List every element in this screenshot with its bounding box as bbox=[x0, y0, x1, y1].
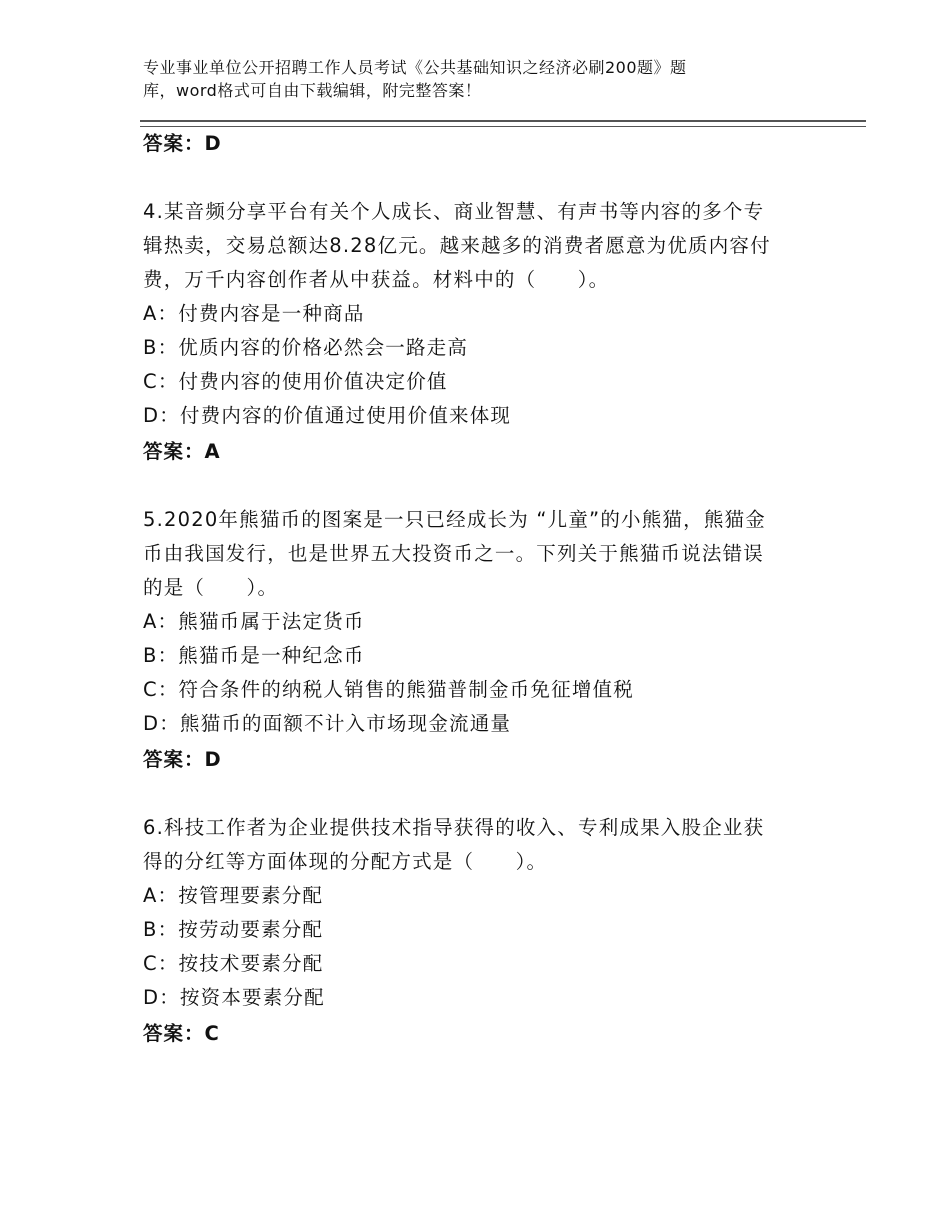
q5-option-b: B：熊猫币是一种纪念币 bbox=[143, 644, 365, 667]
q6-option-a: A：按管理要素分配 bbox=[143, 884, 324, 907]
document-header bbox=[143, 56, 783, 102]
q5-stem-line-3: 的是（ ）。 bbox=[143, 576, 279, 599]
q6-option-b: B：按劳动要素分配 bbox=[143, 918, 324, 941]
answer-prev: 答案：D bbox=[143, 132, 222, 155]
q4-stem-line-3: 费，万千内容创作者从中获益。材料中的（ ）。 bbox=[143, 268, 610, 291]
q6-option-d: D：按资本要素分配 bbox=[143, 986, 325, 1009]
q6-stem-line-1: 6.科技工作者为企业提供技术指导获得的收入、专利成果入股企业获 bbox=[143, 816, 765, 839]
q5-stem-line-2: 币由我国发行，也是世界五大投资币之一。下列关于熊猫币说法错误 bbox=[143, 542, 765, 565]
header-line-2: 库，word格式可自由下载编辑，附完整答案！ bbox=[143, 81, 482, 100]
header-divider bbox=[140, 120, 866, 127]
q4-stem-line-1: 4.某音频分享平台有关个人成长、商业智慧、有声书等内容的多个专 bbox=[143, 200, 765, 223]
q6-option-c: C：按技术要素分配 bbox=[143, 952, 324, 975]
q4-option-c: C：付费内容的使用价值决定价值 bbox=[143, 370, 448, 393]
q5-option-d: D：熊猫币的面额不计入市场现金流通量 bbox=[143, 712, 512, 735]
q5-option-a: A：熊猫币属于法定货币 bbox=[143, 610, 365, 633]
q6-stem-line-2: 得的分红等方面体现的分配方式是（ ）。 bbox=[143, 850, 548, 873]
q6-answer: 答案：C bbox=[143, 1022, 220, 1045]
q4-option-d: D：付费内容的价值通过使用价值来体现 bbox=[143, 404, 512, 427]
q4-stem-line-2: 辑热卖，交易总额达8.28亿元。越来越多的消费者愿意为优质内容付 bbox=[143, 234, 771, 257]
q5-stem-line-1: 5.2020年熊猫币的图案是一只已经成长为 “儿童”的小熊猫，熊猫金 bbox=[143, 508, 766, 531]
q5-option-c: C：符合条件的纳税人销售的熊猫普制金币免征增值税 bbox=[143, 678, 634, 701]
q4-answer: 答案：A bbox=[143, 440, 221, 463]
q4-option-b: B：优质内容的价格必然会一路走高 bbox=[143, 336, 469, 359]
q5-answer: 答案：D bbox=[143, 748, 222, 771]
header-line-1: 专业事业单位公开招聘工作人员考试《公共基础知识之经济必刷200题》题 bbox=[143, 58, 687, 77]
q4-option-a: A：付费内容是一种商品 bbox=[143, 302, 365, 325]
